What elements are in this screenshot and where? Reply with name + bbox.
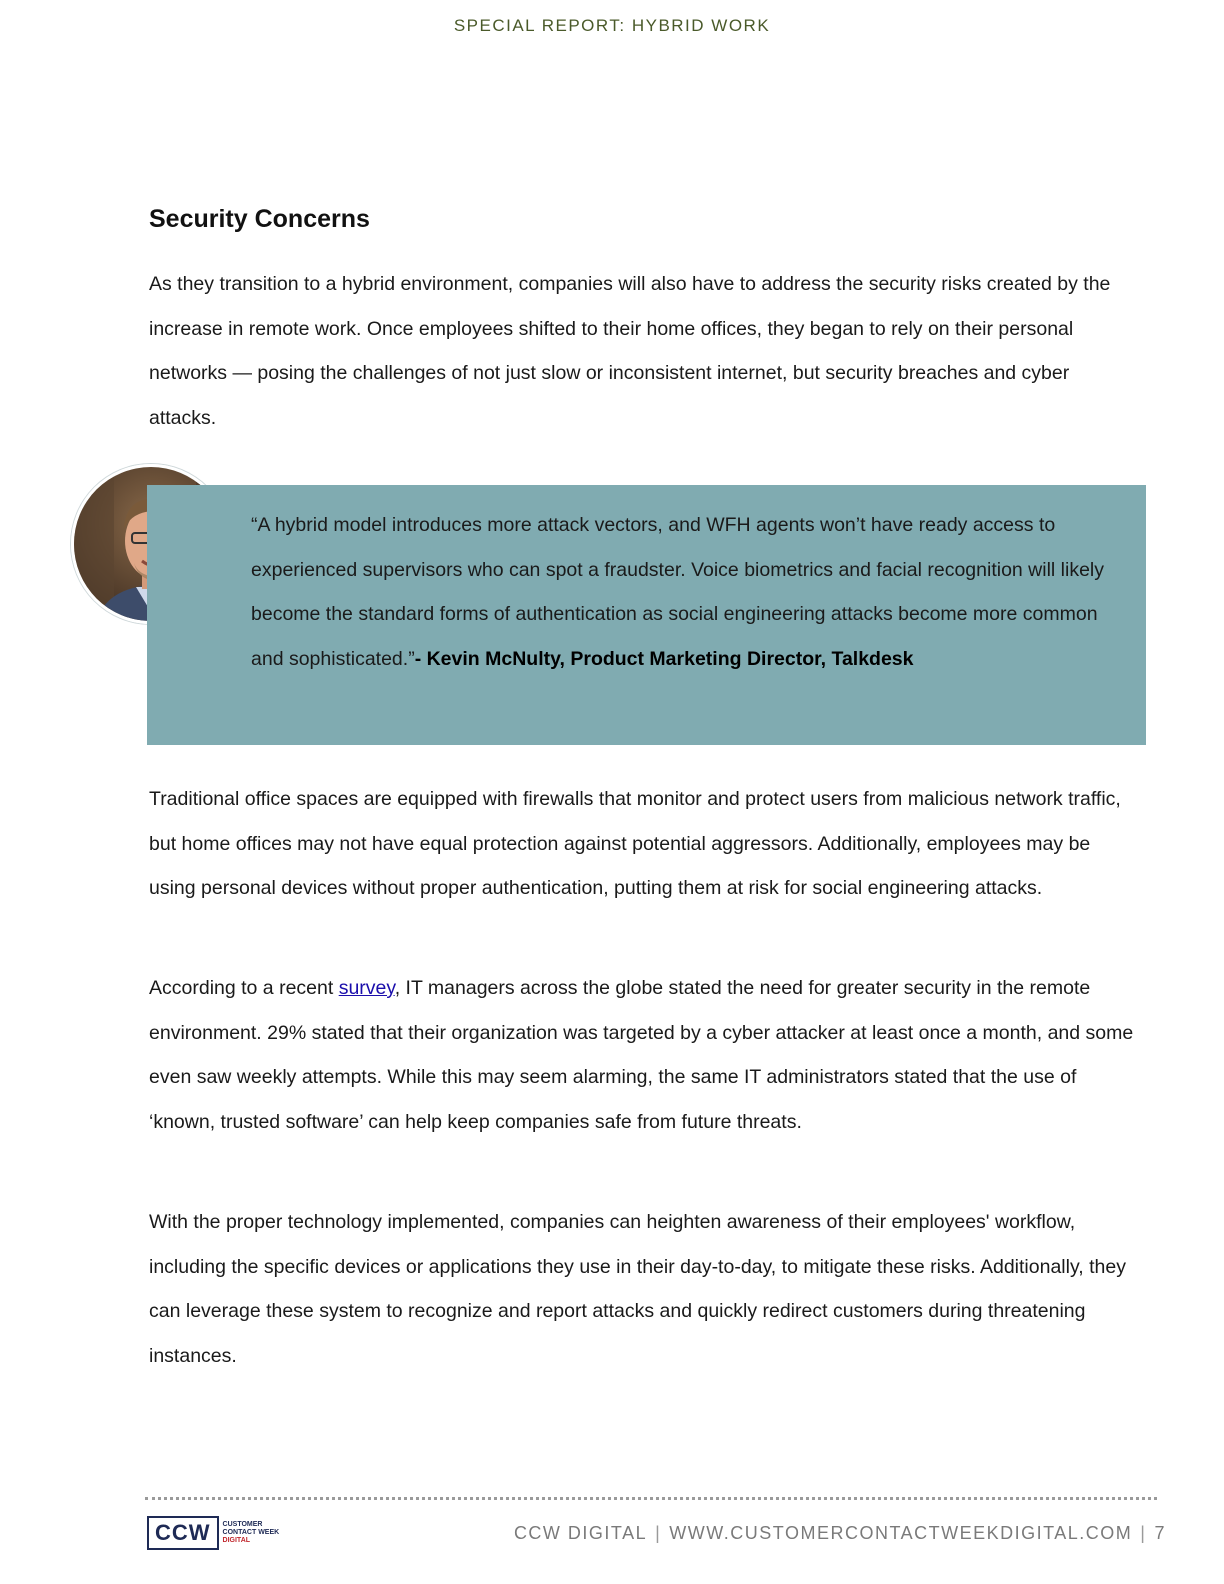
footer-divider <box>145 1497 1157 1500</box>
footer-separator: | <box>1140 1523 1147 1543</box>
paragraph-text: , IT managers across the globe stated the need for greater security in the remote environment. 29% stated that their organization was targeted by a cyber attacker at least once a month, and some even saw weekly attempts. While this may seem alarming, the same IT administrators stated that the use of ‘known, trusted software’ can help keep companies safe from future threats. <box>149 977 1134 1133</box>
body-paragraph-4: With the proper technology implemented, companies can heighten awareness of their employees' workflow, including the specific devices or applications they use in their day-to-day, to mitigate these risks. Additionally, they can leverage these system to recognize and report attacks and quickly redirect customers during threatening instances. <box>149 1211 1126 1367</box>
paragraph-text: According to a recent <box>149 977 339 999</box>
page-footer <box>514 1523 1166 1544</box>
footer-separator: | <box>655 1523 662 1543</box>
logo-mark: CCW <box>147 1516 219 1550</box>
quote-text: “A hybrid model introduces more attack vectors, and WFH agents won’t have ready access to experienced supervisors who can spot a fraudster. Voice biometrics and facial recognition will likely become the standard forms of authentication as social engineering attacks become more common and sophisticated.” <box>251 514 1105 670</box>
logo-wordmark <box>223 1521 280 1545</box>
body-paragraph-1: As they transition to a hybrid environment, companies will also have to address the security risks created by the increase in remote work. Once employees shifted to their home offices, they began to rely on their personal networks — posing the challenges of not just slow or inconsistent internet, but security breaches and cyber attacks. <box>149 273 1111 429</box>
survey-link[interactable]: survey <box>338 977 395 999</box>
body-paragraph-2: Traditional office spaces are equipped with firewalls that monitor and protect users from malicious network traffic, but home offices may not have equal protection against potential aggressors. Additionally, employees may be using personal devices without proper authentication, putting them at risk for social engineering attacks. <box>149 788 1121 899</box>
page-number: 7 <box>1154 1523 1166 1543</box>
pull-quote-box <box>147 485 1146 745</box>
logo-line-2: CONTACT WEEK <box>222 1529 280 1536</box>
footer-url[interactable]: WWW.CUSTOMERCONTACTWEEKDIGITAL.COM <box>669 1523 1133 1543</box>
running-header: SPECIAL REPORT: HYBRID WORK <box>453 16 771 35</box>
footer-brand: CCW DIGITAL <box>513 1523 648 1543</box>
ccw-logo <box>147 1516 279 1550</box>
section-heading: Security Concerns <box>149 205 370 233</box>
logo-line-1: CUSTOMER <box>222 1521 263 1528</box>
logo-line-3: DIGITAL <box>222 1537 251 1544</box>
pull-quote <box>251 503 1121 681</box>
body-paragraph-3 <box>149 966 1139 1144</box>
quote-attribution: - Kevin McNulty, Product Marketing Director, Talkdesk <box>414 647 914 670</box>
